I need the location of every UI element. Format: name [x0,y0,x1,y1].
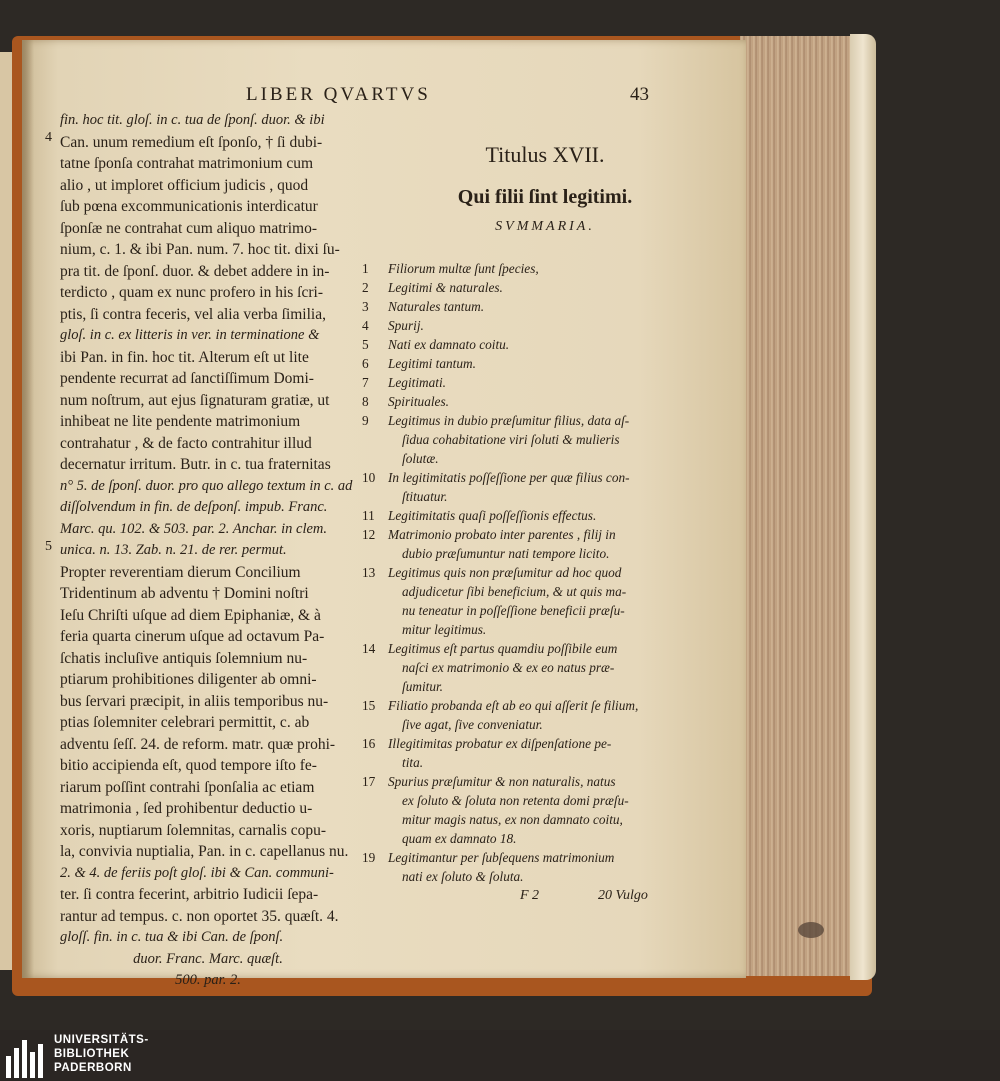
margin-number-5: 5 [45,539,52,554]
text-line: ptiarum prohibitiones diligenter ab omni- [60,671,317,688]
summary-item [362,278,662,297]
text-line: fin. hoc tit. gloſ. in c. tua de ſponſ. duor. & ibi [60,112,325,128]
summary-item-text: Naturales tantum. [388,299,485,314]
text-line: ſub pœna excommunicationis interdicatur [60,198,318,215]
text-line: alio , ut imploret officium judicis , quod [60,176,309,194]
summary-item-continuation: nati ex ſoluto & ſoluta. [402,869,524,884]
summary-item [362,392,662,411]
text-line: matrimonia , ſed prohibentur deductio u- [60,800,313,817]
summary-item-number: 4 [362,318,369,333]
summary-item [362,468,662,506]
summary-item-continuation: ex ſoluto & ſoluta non retenta domi præſu- [402,793,629,808]
summary-item-number: 14 [362,641,376,656]
signature-mark: F 2 [520,888,540,903]
summary-item-text: Nati ex damnato coitu. [388,337,510,352]
text-line: feria quarta cinerum uſque ad octavum Pa- [60,628,325,645]
summary-item [362,696,662,734]
summary-item-number: 8 [362,394,369,409]
text-line: xoris, nuptiarum ſolemnitas, carnalis copu- [60,821,327,839]
text-line: unica. n. 13. Zab. n. 21. de rer. permut. [60,542,287,558]
text-line: n° 5. de ſponſ. duor. pro quo allego textum in c. ad [60,477,353,494]
summary-item [362,734,662,772]
titulus-heading: Titulus XVII. [485,142,605,167]
text-line: Marc. qu. 102. & 503. par. 2. Anchar. in clem. [60,520,328,537]
text-line: gloſſ. fin. in c. tua & ibi Can. de ſponſ. [60,929,284,945]
summary-item [362,316,662,335]
logo-line: BIBLIOTHEK [54,1048,130,1060]
text-line: Tridentinum ab adventu † Domini noſtri [60,585,309,602]
summary-item-text: Legitimi & naturales. [388,280,503,295]
summary-item [362,506,662,525]
text-line: bus ſervari præcipit, in aliis temporibus nu- [60,692,329,710]
summary-item-number: 11 [362,508,375,523]
summary-item-text: Legitimati. [388,375,446,390]
summary-item [362,411,662,468]
summary-item-number: 16 [362,736,376,751]
summary-item [362,563,662,639]
logo-line: PADERBORN [54,1062,132,1074]
text-line: pra tit. de ſponſ. duor. & debet addere in in- [60,262,330,280]
summary-item-text: Legitimus quis non præſumitur ad hoc quod [388,565,622,580]
summary-item-continuation: dubio præſumuntur nati tempore licito. [402,546,610,561]
summary-item-text: Illegitimitas probatur ex diſpenſatione pe- [388,736,612,751]
summary-item-continuation: naſci ex matrimonio & ex eo natus præ- [402,660,615,675]
summary-item-continuation: mitur legitimus. [402,622,487,637]
summary-item-number: 13 [362,565,376,580]
book-cover-right [850,34,876,980]
text-line: Propter reverentiam dierum Concilium [60,563,301,581]
text-line: adventu ſeſſ. 24. de reform. matr. quæ prohi- [60,735,336,753]
summary-item-number: 19 [362,850,376,865]
text-line: riarum poſſint contrahi ſponſalia ac etiam [60,778,315,796]
library-footer [0,1030,1000,1081]
summary-item-continuation: quam ex damnato 18. [402,831,517,846]
summary-item-text: Legitimus eſt partus quamdiu poſſibile eum [388,641,618,656]
text-line: la, convivia nuptialia, Pan. in c. capellanus nu. [60,843,349,860]
library-logo-text [54,1033,149,1075]
summary-item-text: Filiatio probanda eſt ab eo qui aſſerit ſe filium, [388,698,639,713]
summary-item-number: 6 [362,356,369,371]
summary-item [362,772,662,848]
summary-item-number: 1 [362,261,369,276]
logo-line: UNIVERSITÄTS- [54,1034,149,1046]
text-line: decernatur irritum. Butr. in c. tua fraternitas [60,456,331,473]
summary-item-continuation: ſolutæ. [402,451,439,466]
text-line: inhibeat ne lite pendente matrimonium [60,413,301,430]
text-line: ter. ſi contra fecerint, arbitrio Iudicii ſepa- [60,886,319,903]
margin-number-4: 4 [45,130,52,145]
text-line: 500. par. 2. [175,972,241,988]
library-logo-icon [6,1034,50,1078]
summary-item-continuation: tita. [402,755,424,770]
page-number: 43 [630,84,649,105]
summary-item [362,639,662,696]
text-line: duor. Franc. Marc. quæſt. [133,950,283,967]
summary-item-text: Legitimantur per ſubſequens matrimonium [388,850,615,865]
summary-list [362,259,662,886]
summary-item-continuation: ſive agat, ſive conveniatur. [402,717,543,732]
summary-item-text: Spurij. [388,318,424,333]
page-fore-edge [740,36,858,976]
text-line: ſponſæ ne contrahat cum aliquo matrimo- [60,219,317,237]
text-line: Can. unum remedium eſt ſponſo, † ſi dubi- [60,133,323,151]
summary-item [362,373,662,392]
summary-item-text: Legitimitatis quaſi poſſeſſionis effectus. [388,508,597,523]
summary-item-continuation: ſtituatur. [402,489,448,504]
summary-item-text: In legitimitatis poſſeſſione per quæ filius con- [388,470,630,485]
text-line: nium, c. 1. & ibi Pan. num. 7. hoc tit. dixi ſu- [60,241,340,258]
text-line: ſchatis incluſive antiquis ſolemnium nu- [60,649,308,667]
text-line: ptias ſolemniter celebrari permittit, c. ab [60,714,310,731]
summaria-heading: SVMMARIA. [495,219,595,234]
summary-item-number: 17 [362,774,376,789]
summary-item-text: Filiorum multæ ſunt ſpecies, [388,261,539,276]
text-line: bitio accipienda eſt, quod tempore iſto fe- [60,757,317,774]
summary-item [362,259,662,278]
summary-item-text: Spirituales. [388,394,449,409]
text-line: rantur ad tempus. c. non oportet 35. quæſt. 4. [60,907,339,925]
text-line: contrahatur , & de facto contrahitur illud [60,434,312,452]
running-head: LIBER QVARTVS [246,84,431,105]
summary-item-continuation: adjudicetur ſibi beneficium, & ut quis ma- [402,584,627,599]
summary-item [362,525,662,563]
title-subheading: Qui filii ſint legitimi. [457,186,633,208]
text-line: diſſolvendum in fin. de deſponſ. impub. Franc. [60,499,328,515]
summary-item-text: Matrimonio probato inter parentes , filij in [388,527,616,542]
text-line: gloſ. in c. ex litteris in ver. in terminatione & [60,327,320,343]
summary-item-text: Legitimi tantum. [388,356,476,371]
left-column-text [60,110,356,992]
summary-item-continuation: ſumitur. [402,679,444,694]
summary-item [362,297,662,316]
summary-item-text: Legitimus in dubio præſumitur filius, data aſ- [388,413,630,428]
summary-item-continuation: nu teneatur in poſſeſſione beneficii præſu- [402,603,625,618]
summary-item-number: 10 [362,470,376,485]
text-line: terdicto , quam ex nunc profero in his ſcri- [60,284,323,301]
text-line: tatne ſponſa contrahat matrimonium cum [60,155,314,172]
summary-item-continuation: ſidua cohabitatione viri ſoluti & mulieris [402,432,620,447]
text-line: ptis, ſi contra feceris, vel alia verba ſimilia, [60,305,326,323]
summary-item-text: Spurius præſumitur & non naturalis, natus [388,774,616,789]
catchword: 20 Vulgo [598,888,648,903]
summary-item-number: 9 [362,413,369,428]
page-gutter-shadow [22,40,34,978]
text-line: Ieſu Chriſti uſque ad diem Epiphaniæ, & à [60,606,321,624]
text-line: ibi Pan. in fin. hoc tit. Alterum eſt ut lite [60,348,309,366]
summary-item [362,848,662,886]
text-line: pendente recurrat ad ſanctiſſimum Domi- [60,370,314,387]
text-line: num noſtrum, aut ejus ſignaturam gratiæ, ut [60,391,330,409]
summary-item-number: 15 [362,698,376,713]
summary-item-number: 12 [362,527,376,542]
summary-item-number: 7 [362,375,369,390]
summary-item [362,354,662,373]
text-line: 2. & 4. de feriis poſt gloſ. ibi & Can. communi- [60,864,334,881]
edge-stain [798,922,824,938]
summary-item-continuation: mitur magis natus, ex non damnato coitu, [402,812,623,827]
summary-item-number: 5 [362,337,369,352]
summary-item-number: 3 [362,299,369,314]
summary-item [362,335,662,354]
summary-item-number: 2 [362,280,369,295]
